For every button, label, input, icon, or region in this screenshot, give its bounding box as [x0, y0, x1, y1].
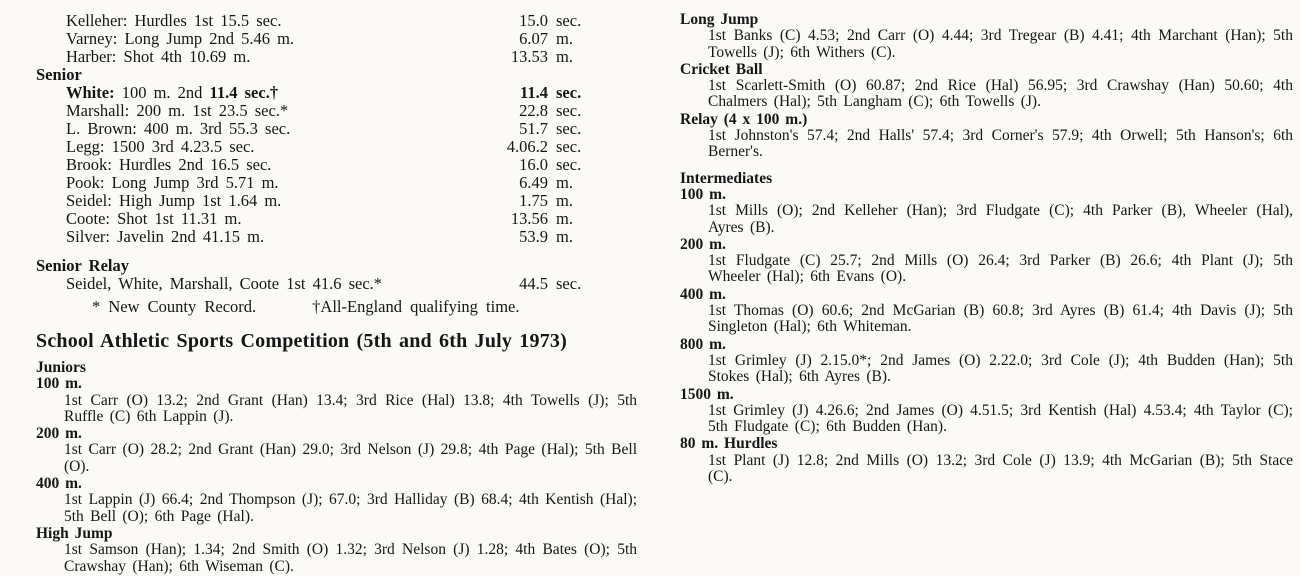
- juniors-heading: Juniors: [36, 359, 86, 376]
- record-row: [36, 156, 598, 174]
- record-text: Legg: 1500 3rd 4.23.5 sec.: [66, 138, 255, 156]
- record-row: [36, 12, 598, 30]
- event-heading: 200 m.: [680, 235, 726, 253]
- event-heading: 200 m.: [36, 425, 82, 443]
- event-results: 1st Scarlett-Smith (O) 60.87; 2nd Rice (Hal) 56.95; 3rd Crawshay (Han) 50.60; 4th Chalmers (Hal); 5th Langham (C); 6th Towells (J).: [708, 77, 1293, 111]
- record-value-number: 44.5: [519, 274, 548, 293]
- record-row: [36, 120, 598, 138]
- event-block: [36, 376, 638, 425]
- record-text: Kelleher: Hurdles 1st 15.5 sec.: [66, 12, 282, 30]
- record-value-number: 11.4: [520, 83, 548, 102]
- record-value-unit: sec.: [556, 155, 582, 174]
- event-heading: 800 m.: [680, 335, 726, 353]
- record-value-unit: sec.: [556, 83, 582, 102]
- records-section: [36, 12, 638, 316]
- record-row: [36, 84, 598, 102]
- event-results: 1st Carr (O) 28.2; 2nd Grant (Han) 29.0; 3rd Nelson (J) 29.8; 4th Page (Hal); 5th Bell (O).: [64, 441, 637, 475]
- event-block: [680, 436, 1294, 485]
- athlete-name: White:: [66, 84, 115, 102]
- right-column: [680, 12, 1294, 576]
- record-value-unit: sec.: [556, 137, 582, 156]
- record-value-number: 15.0: [519, 11, 548, 30]
- event-heading: 100 m.: [680, 185, 726, 203]
- record-value-unit: m.: [556, 173, 573, 192]
- record-row: [36, 102, 598, 120]
- footnote-qualifying-time: †All-England qualifying time.: [312, 297, 520, 316]
- record-text: Marshall: 200 m. 1st 23.5 sec.*: [66, 102, 289, 120]
- record-result: 11.4 sec.†: [209, 84, 279, 102]
- event-results: 1st Johnston's 57.4; 2nd Halls' 57.4; 3rd Corner's 57.9; 4th Orwell; 5th Hanson's; 6th Berner's.: [708, 127, 1293, 161]
- event-heading: Cricket Ball: [680, 60, 763, 78]
- record-text: Seidel, White, Marshall, Coote 1st 41.6 sec.*: [66, 275, 383, 293]
- footnote: [36, 298, 638, 316]
- event-results: 1st Grimley (J) 2.15.0*; 2nd James (O) 2.22.0; 3rd Cole (J); 4th Budden (Han); 5th Stokes (Hal); 6th Ayres (B).: [708, 351, 1293, 386]
- record-value-number: 6.07: [519, 29, 548, 48]
- record-row: [36, 275, 598, 293]
- record-row: [36, 138, 598, 156]
- record-detail: 100 m. 2nd: [114, 84, 210, 102]
- event-results: 1st Plant (J) 12.8; 2nd Mills (O) 13.2; 3rd Cole (J) 13.9; 4th McGarian (B); 5th Stace (C).: [708, 451, 1293, 486]
- record-value-unit: sec.: [556, 119, 582, 138]
- record-value-unit: m.: [556, 47, 573, 66]
- event-results: 1st Mills (O); 2nd Kelleher (Han); 3rd Fludgate (C); 4th Parker (B), Wheeler (Hal), Ayres (B).: [708, 202, 1293, 236]
- event-block: [680, 287, 1294, 336]
- record-row: [36, 174, 598, 192]
- event-heading: High Jump: [36, 524, 113, 542]
- event-heading: Long Jump: [680, 11, 759, 28]
- intermediates-heading: Intermediates: [680, 169, 773, 187]
- record-text: [36, 84, 468, 102]
- record-text: Brook: Hurdles 2nd 16.5 sec.: [66, 156, 272, 174]
- event-results: 1st Fludgate (C) 25.7; 2nd Mills (O) 26.4; 3rd Parker (B) 26.6; 4th Plant (J); 5th Wheeler (Hal); 6th Evans (O).: [708, 252, 1293, 286]
- event-heading: 100 m.: [36, 375, 82, 393]
- record-row: [36, 192, 598, 210]
- event-block: [36, 526, 638, 575]
- record-value-unit: m.: [556, 227, 573, 246]
- event-heading: 400 m.: [680, 285, 726, 303]
- record-value-number: 13.53: [510, 47, 548, 66]
- event-results: 1st Banks (C) 4.53; 2nd Carr (O) 4.44; 3rd Tregear (B) 4.41; 4th Marchant (Han); 5th Towells (J); 6th Withers (C).: [708, 27, 1293, 61]
- record-row: [36, 30, 598, 48]
- record-text: Silver: Javelin 2nd 41.15 m.: [66, 228, 265, 246]
- record-text: Seidel: High Jump 1st 1.64 m.: [66, 192, 282, 210]
- senior-relay-heading: Senior Relay: [36, 256, 129, 275]
- left-column: [36, 12, 638, 576]
- record-value-number: 13.56: [510, 209, 548, 228]
- record-value-number: 1.75: [519, 191, 548, 210]
- event-heading: 1500 m.: [680, 385, 734, 403]
- event-results: 1st Thomas (O) 60.6; 2nd McGarian (B) 60.8; 3rd Ayres (B) 61.4; 4th Davis (J); 5th Singleton (Hal); 6th Whiteman.: [708, 302, 1293, 336]
- record-value-number: 53.9: [519, 227, 548, 246]
- record-value-number: 22.8: [519, 101, 548, 120]
- record-value-number: 6.49: [519, 173, 548, 192]
- senior-heading: Senior: [36, 65, 82, 84]
- record-text: Varney: Long Jump 2nd 5.46 m.: [66, 30, 295, 48]
- event-results: 1st Carr (O) 13.2; 2nd Grant (Han) 13.4; 3rd Rice (Hal) 13.8; 4th Towells (J); 5th Ruffle (C) 6th Lappin (J).: [64, 391, 637, 425]
- record-value-unit: sec.: [556, 11, 582, 30]
- record-text: Harber: Shot 4th 10.69 m.: [66, 48, 251, 66]
- record-value-unit: sec.: [556, 101, 582, 120]
- record-text: Pook: Long Jump 3rd 5.71 m.: [66, 174, 279, 192]
- record-row: [36, 228, 598, 246]
- event-heading: 80 m. Hurdles: [680, 435, 778, 453]
- event-results: 1st Samson (Han); 1.34; 2nd Smith (O) 1.32; 3rd Nelson (J) 1.28; 4th Bates (O); 5th Crawshay (Han); 6th Wiseman (C).: [64, 541, 637, 575]
- event-heading: Relay (4 x 100 m.): [680, 110, 808, 128]
- event-block: [680, 62, 1294, 111]
- competition-title: School Athletic Sports Competition (5th and 6th July 1973): [36, 330, 567, 352]
- event-block: [36, 476, 638, 525]
- record-value-number: 16.0: [519, 155, 548, 174]
- event-block: [680, 337, 1294, 386]
- record-row: [36, 48, 598, 66]
- footnote-county-record: * New County Record.: [92, 297, 257, 316]
- event-block: [680, 387, 1294, 436]
- event-results: 1st Grimley (J) 4.26.6; 2nd James (O) 4.51.5; 3rd Kentish (Hal) 4.53.4; 4th Taylor (C); 5th Fludgate (C); 6th Budden (Han).: [708, 401, 1293, 436]
- record-value-number: 4.06.2: [506, 137, 548, 156]
- record-value-unit: m.: [556, 29, 573, 48]
- event-block: [680, 12, 1294, 61]
- record-text: L. Brown: 400 m. 3rd 55.3 sec.: [66, 120, 291, 138]
- record-text: Coote: Shot 1st 11.31 m.: [66, 210, 242, 228]
- event-heading: 400 m.: [36, 475, 82, 493]
- event-block: [36, 426, 638, 475]
- record-value-number: 51.7: [519, 119, 548, 138]
- event-block: [680, 237, 1294, 286]
- record-value-unit: m.: [556, 209, 573, 228]
- record-row: [36, 210, 598, 228]
- event-block: [680, 112, 1294, 161]
- juniors-section: [36, 360, 638, 575]
- event-block: [680, 187, 1294, 236]
- record-value-unit: m.: [556, 191, 573, 210]
- record-value-unit: sec.: [556, 274, 582, 293]
- event-results: 1st Lappin (J) 66.4; 2nd Thompson (J); 67.0; 3rd Halliday (B) 68.4; 4th Kentish (Hal); 5th Bell (O); 6th Page (Hal).: [64, 491, 637, 525]
